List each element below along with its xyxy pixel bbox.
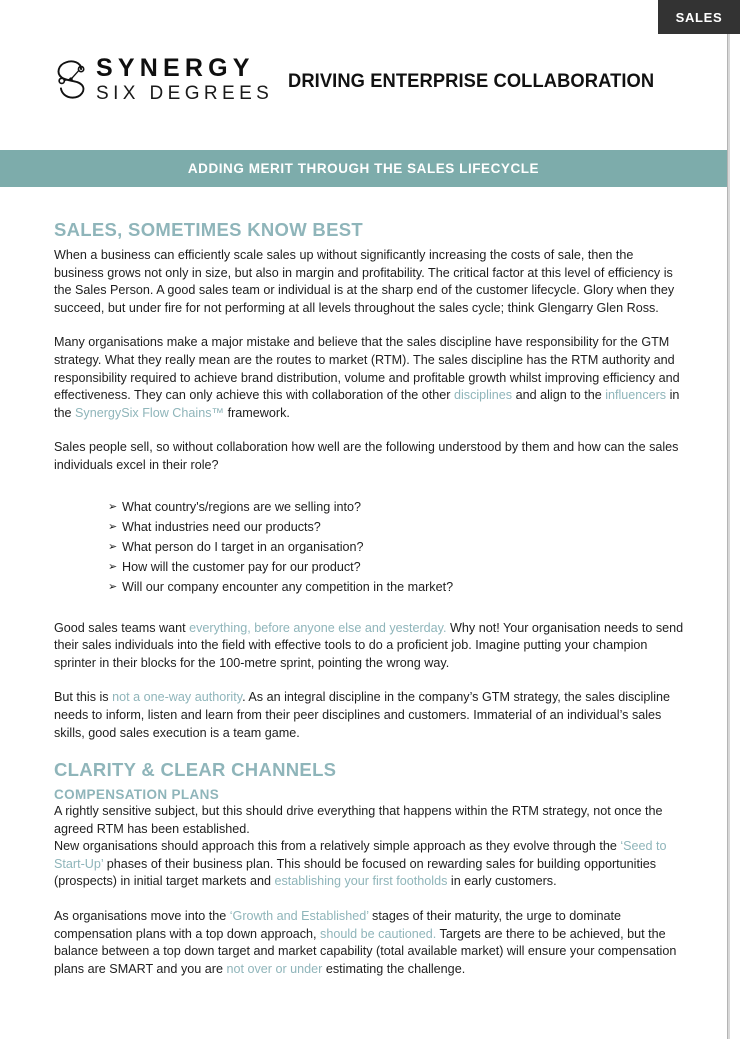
arrow-bullet-icon: ➢ (108, 581, 118, 594)
paragraph-4 (54, 620, 684, 673)
corner-tab-sales[interactable] (658, 0, 740, 34)
spacer (54, 598, 684, 620)
text-run: A rightly sensitive subject, but this should drive everything that happens within the RTM strategy, not once the agreed RTM has been established. (54, 804, 663, 836)
text-run: As organisations move into the (54, 909, 230, 924)
brand-logo[interactable] (52, 56, 273, 103)
highlighted-phrase: disciplines (453, 388, 513, 403)
list-item (108, 497, 684, 517)
text-run: But this is (54, 690, 113, 705)
list-item (108, 537, 684, 557)
corner-tab-label: SALES (675, 9, 723, 25)
synergy-s-network-mark-icon (52, 59, 90, 101)
sub-heading-compensation-plans: COMPENSATION PLANS (54, 787, 220, 803)
paragraph-2 (54, 334, 684, 422)
brand-wordmark (96, 56, 273, 103)
text-run: . As an integral discipline in the company’s GTM strategy, the sales discipline needs to inform, listen and learn from their peer disciplines and customers. Immaterial of an individual’s sales skills, good sales execution is a team game. (54, 690, 671, 740)
document-title: DRIVING ENTERPRISE COLLABORATION (288, 70, 655, 92)
section-banner (0, 150, 727, 187)
text-run: and align to the (512, 388, 606, 403)
spacer (54, 475, 684, 497)
text-run: Targets are there to be achieved, but the balance between a top down target and market capability (total available market) will ensure your compensation plans are SMART and you are (54, 926, 677, 976)
highlighted-phrase: not a one-way authority (112, 690, 243, 705)
spacer (54, 672, 684, 689)
brand-name-line1: SYNERGY (96, 54, 255, 82)
paragraph-3 (54, 439, 684, 474)
spacer (54, 891, 684, 908)
question-list (54, 497, 684, 598)
document-body (54, 219, 684, 978)
list-item-label: Will our company encounter any competition in the market? (122, 580, 454, 595)
highlighted-phrase: ‘Growth and Established’ (229, 909, 369, 924)
arrow-bullet-icon: ➢ (108, 500, 118, 513)
arrow-bullet-icon: ➢ (108, 520, 118, 533)
list-item (108, 577, 684, 597)
highlighted-phrase: ‘Seed to Start-Up’ (54, 839, 667, 871)
section-banner-label: ADDING MERIT THROUGH THE SALES LIFECYCLE (187, 161, 540, 176)
list-item-label: What industries need our products? (122, 519, 321, 534)
list-item-label: What country's/regions are we selling into? (122, 499, 362, 514)
text-run: phases of their business plan. This should be focused on rewarding sales for building opportunities (prospects) in initial target markets and (54, 856, 657, 889)
spacer (54, 422, 684, 439)
page-right-shadow (728, 0, 730, 1039)
text-run: estimating the challenge. (322, 961, 466, 976)
highlighted-phrase: establishing your first footholds (274, 874, 448, 889)
highlighted-phrase: should be cautioned. (320, 926, 437, 941)
paragraph-6 (54, 803, 684, 838)
arrow-bullet-icon: ➢ (108, 561, 118, 574)
section-heading-2: CLARITY & CLEAR CHANNELS (54, 759, 337, 781)
list-item-label: What person do I target in an organisation? (122, 539, 364, 554)
section-heading-1: SALES, SOMETIMES KNOW BEST (54, 219, 363, 240)
text-run: Many organisations make a major mistake and believe that the sales discipline have responsibility for the GTM strategy. What they really mean are the routes to market (RTM). The sales discipline has the RTM authority and responsibility required to achieve brand distribution, volume and profitable growth whilst improving efficiency and effectiveness. They can only achieve this with collaboration of the other (54, 335, 680, 403)
text-run: in the (54, 388, 680, 420)
text-run: When a business can efficiently scale sales up without significantly increasing the costs of sale, then the business grows not only in size, but also in margin and profitability. The critical factor at this level of efficiency is the Sales Person. A good sales team or individual is at the sharp end of the customer lifecycle. Glory when they succeed, but under fire for not performing at all levels throughout the sales cycle; think Glengarry Glen Ross. (54, 248, 675, 315)
text-run: framework. (224, 405, 290, 420)
text-run: Why not! Your organisation needs to send their sales individuals into the field with effective tools to do a proficient job. Imagine putting your champion sprinter in their blocks for the 100-metre sprint, pointing the wrong way. (54, 620, 684, 670)
highlighted-phrase: influencers (605, 388, 667, 403)
text-run: stages of their maturity, the urge to dominate compensation plans with a top down approach, (54, 909, 622, 941)
masthead (0, 48, 727, 110)
paragraph-7 (54, 838, 684, 891)
paragraph-8 (54, 908, 684, 978)
text-run: in early customers. (447, 874, 557, 889)
highlighted-phrase: not over or under (226, 961, 323, 976)
paragraph-5 (54, 689, 684, 742)
highlighted-phrase: everything, before anyone else and yesterday. (189, 620, 447, 635)
spacer (54, 742, 684, 759)
text-run: Sales people sell, so without collaboration how well are the following understood by them and how can the sales individuals excel in their role? (54, 440, 679, 472)
text-run: Good sales teams want (54, 620, 190, 635)
spacer (54, 317, 684, 334)
list-item-label: How will the customer pay for our product? (122, 560, 361, 575)
highlighted-phrase: SynergySix Flow Chains™ (75, 405, 225, 420)
text-run: New organisations should approach this from a relatively simple approach as they evolve through the (54, 839, 621, 854)
brand-name-line2: SIX DEGREES (96, 83, 274, 104)
list-item (108, 517, 684, 537)
list-item (108, 557, 684, 577)
paragraph-1 (54, 247, 684, 317)
arrow-bullet-icon: ➢ (108, 540, 118, 553)
